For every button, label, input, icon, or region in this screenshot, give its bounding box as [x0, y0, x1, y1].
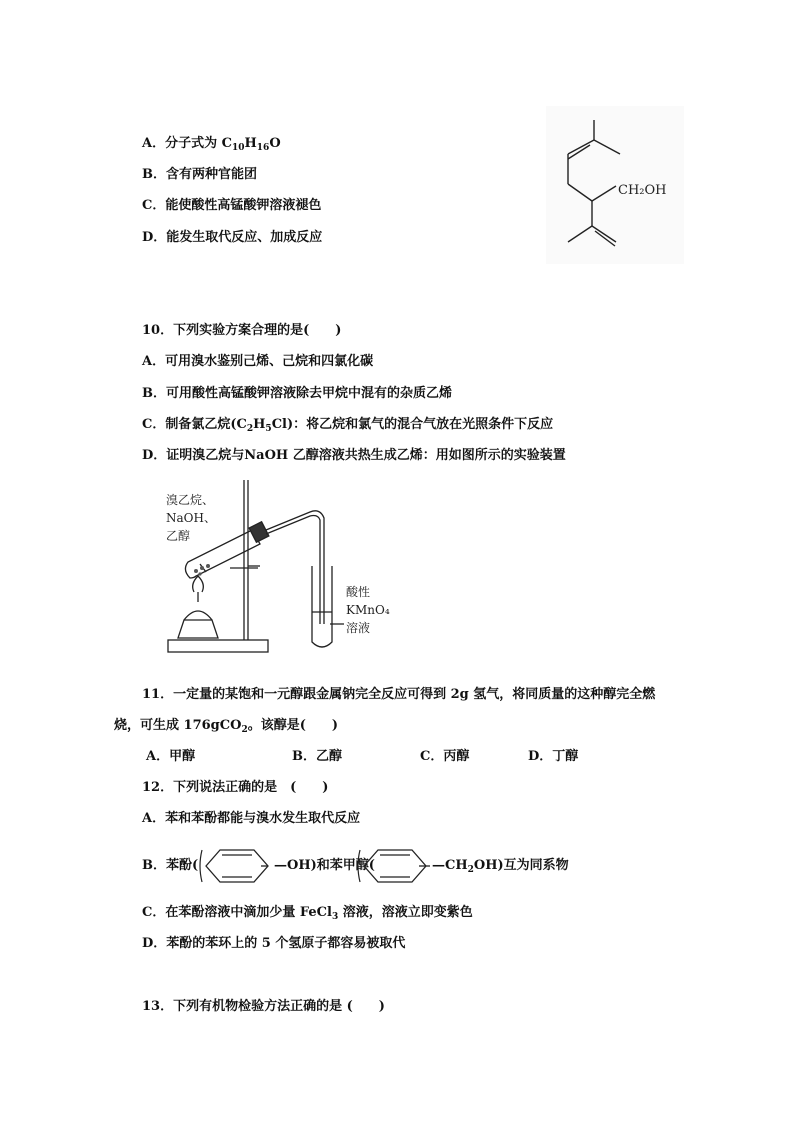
q11-option-d: D．丁醇 [528, 749, 579, 764]
q9-option-b: B．含有两种官能团 [142, 167, 257, 182]
q12-option-b-prefix: B．苯酚( [142, 858, 199, 873]
q9-structure-figure [546, 106, 684, 264]
q9-option-a: A．分子式为 $C_{10}H_{16}O$ [142, 136, 281, 153]
q12-option-a: A．苯和苯酚都能与溴水发生取代反应 [142, 811, 361, 826]
q12-option-d: D．苯酚的苯环上的 5 个氢原子都容易被取代 [142, 936, 406, 951]
apparatus-label-acidic: 酸性 [346, 585, 371, 599]
apparatus-label-ethanol: 乙醇 [166, 529, 191, 543]
q9-option-c: C．能使酸性高锰酸钾溶液褪色 [142, 198, 322, 213]
apparatus-label-bromoethane: 溴乙烷、 [166, 493, 215, 507]
q9-option-d: D．能发生取代反应、加成反应 [142, 230, 323, 245]
q10-option-b: B．可用酸性高锰酸钾溶液除去甲烷中混有的杂质乙烯 [142, 386, 452, 401]
q12-option-b-suffix: $—CH_2OH$)互为同系物 [432, 858, 569, 875]
q10-option-d: D．证明溴乙烷与NaOH 乙醇溶液共热生成乙烯：用如图所示的实验装置 [142, 448, 566, 463]
q12-option-c: C．在苯酚溶液中滴加少量 FeCl$_3$ 溶液，溶液立即变紫色 [142, 905, 473, 922]
q13-stem: 13．下列有机物检验方法正确的是 ( ) [142, 999, 385, 1014]
q11-stem-line2: 烧，可生成 176gCO$_2$。该醇是( ) [114, 718, 339, 735]
apparatus-label-naoh: NaOH、 [166, 511, 216, 525]
q11-option-a: A．甲醇 [146, 749, 196, 764]
q11-option-c: C．丙醇 [420, 749, 470, 764]
q10-option-c: C．制备氯乙烷$(C_2H_5Cl)$：将乙烷和氯气的混合气放在光照条件下反应 [142, 417, 554, 434]
benzyl-alcohol-benzene-ring [356, 846, 434, 886]
apparatus-label-solution: 溶液 [346, 621, 371, 635]
q11-stem-line1: 11．一定量的某饱和一元醇跟金属钠完全反应可得到 2g 氢气，将同质量的这种醇完全燃 [142, 687, 656, 702]
q10-apparatus-figure [160, 474, 400, 660]
q12-option-b-middle: —OH)和苯甲醇( [274, 858, 375, 873]
q10-option-a: A．可用溴水鉴别己烯、己烷和四氯化碳 [142, 354, 374, 369]
phenol-benzene-ring [198, 846, 276, 886]
q10-stem: 10．下列实验方案合理的是( ) [142, 323, 342, 338]
q12-stem: 12．下列说法正确的是 ( ) [142, 780, 329, 795]
q11-option-b: B．乙醇 [292, 749, 342, 764]
apparatus-label-kmno4: KMnO₄ [346, 603, 390, 617]
q9-structure-label: CH₂OH [618, 183, 667, 198]
